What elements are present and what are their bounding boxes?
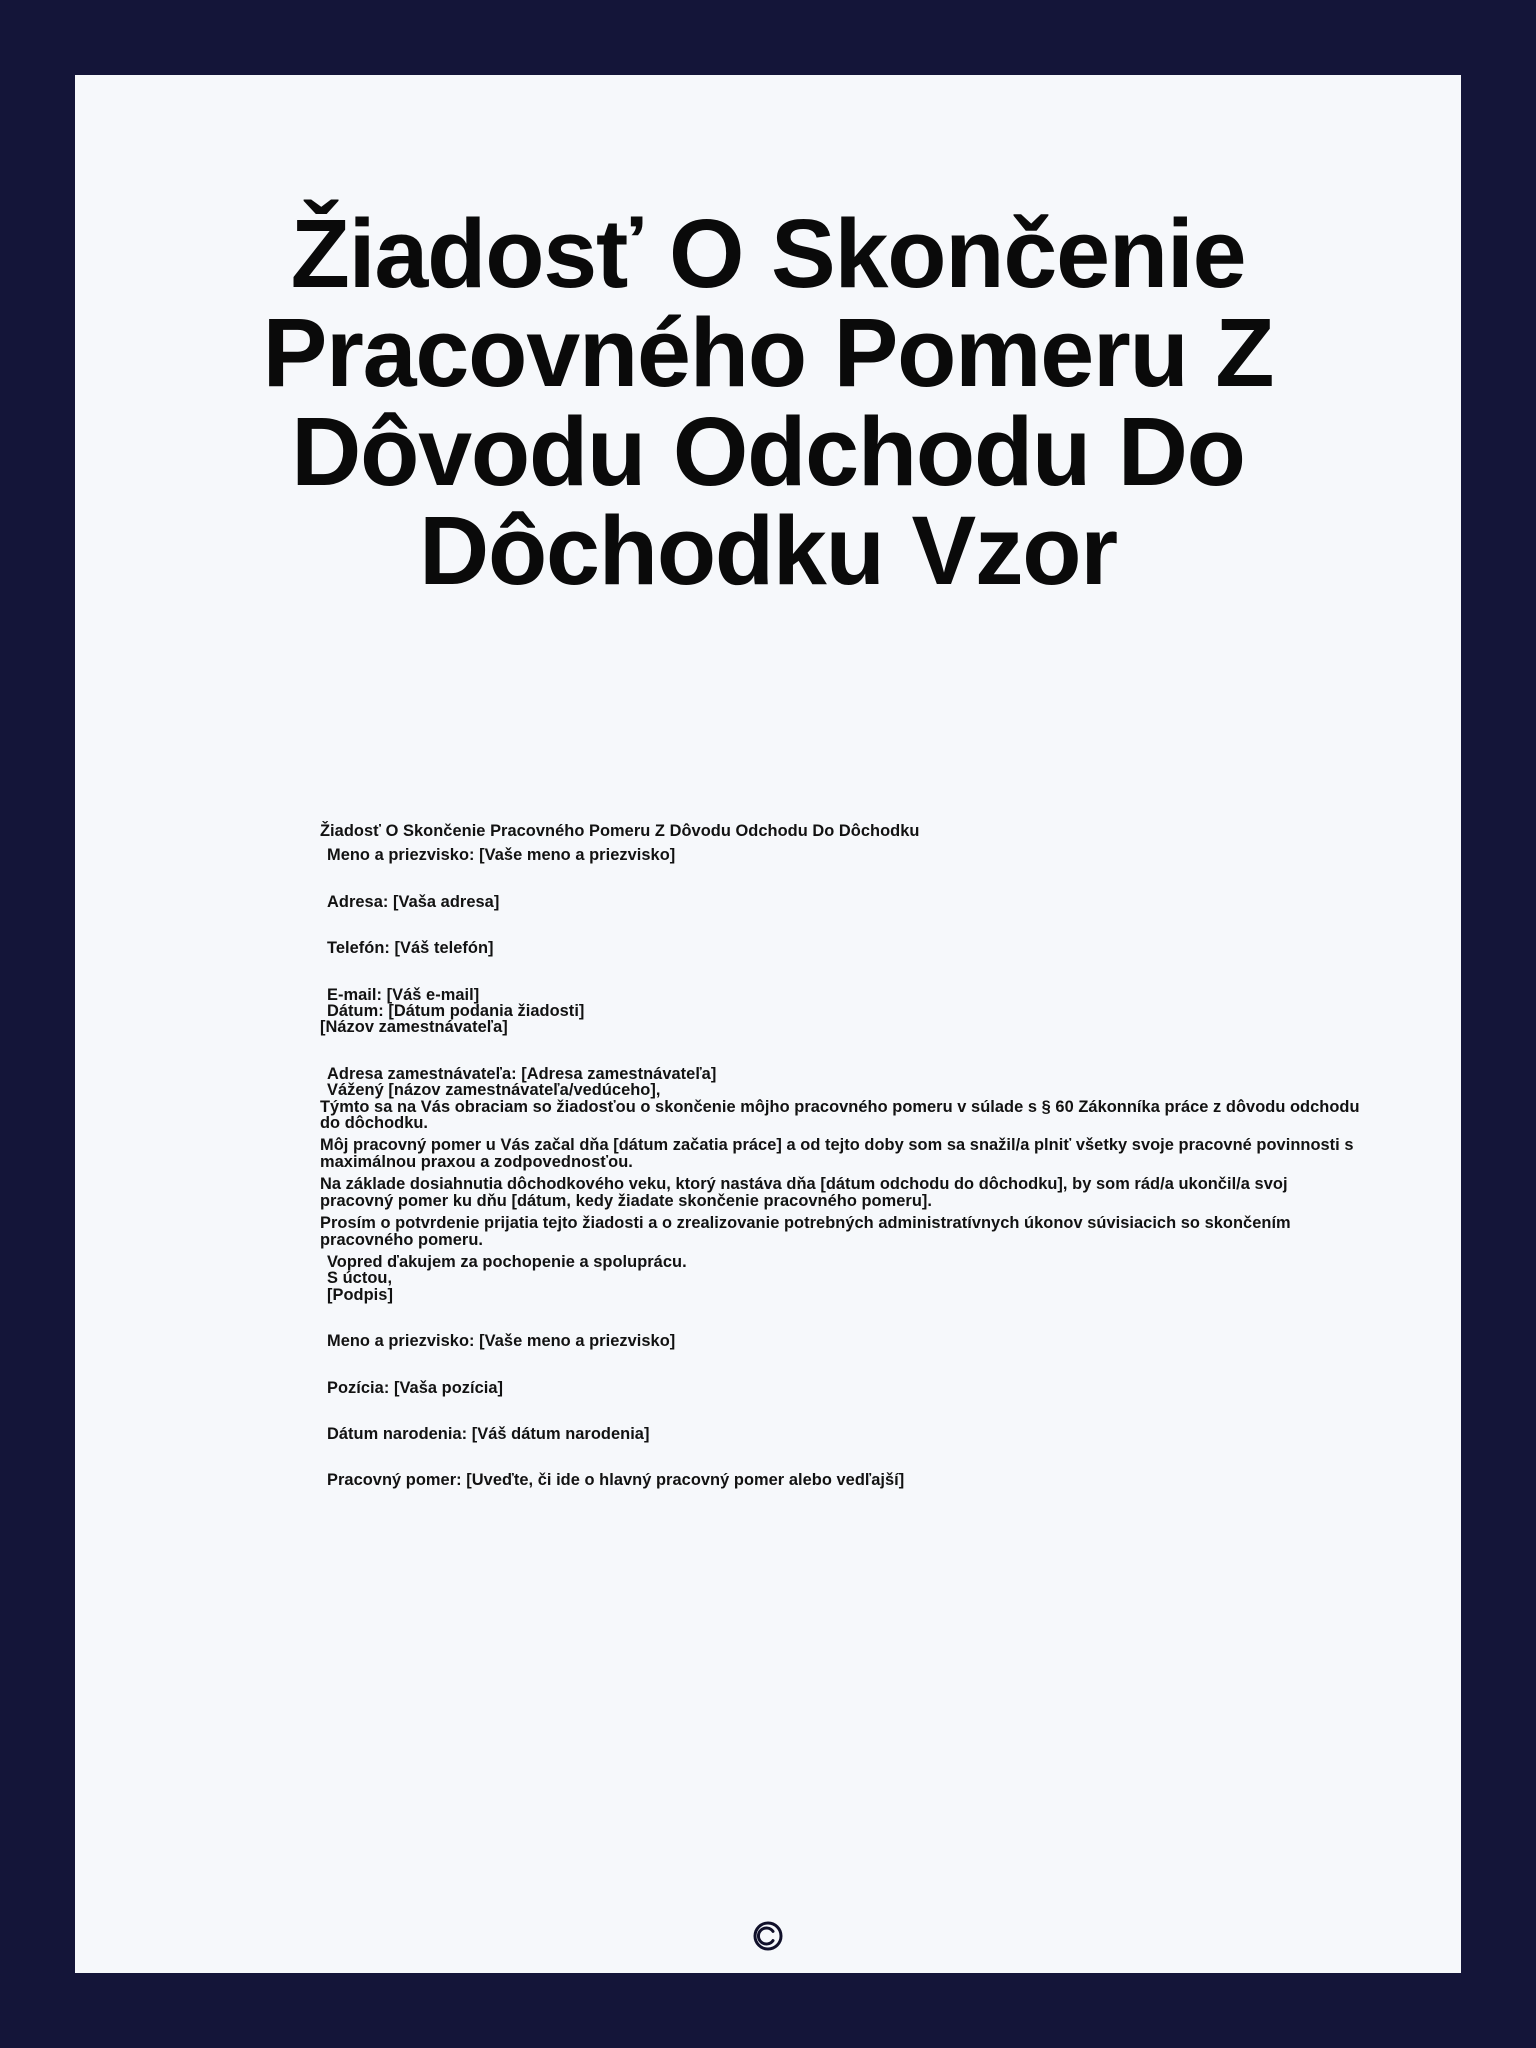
body-heading: Žiadosť O Skončenie Pracovného Pomeru Z Dôvodu Odchodu Do Dôchodku	[320, 822, 920, 840]
spacer	[320, 1396, 1360, 1426]
paragraph-confirmation-request: Prosím o potvrdenie prijatia tejto žiadosti a o zrealizovanie potrebných administratívnych úkonov súvisiacich so skončením pracovného pomeru.	[320, 1214, 1296, 1249]
document-body	[320, 822, 1365, 1490]
copyright-icon	[752, 1920, 784, 1952]
sender-name-line: Meno a priezvisko: [Vaše meno a priezvisko]	[327, 846, 676, 865]
footer	[75, 1920, 1461, 1952]
sender-address-line: Adresa: [Vaša adresa]	[327, 892, 500, 911]
details-employment-type-line: Pracovný pomer: [Uveďte, či ide o hlavný pracovný pomer alebo vedľajší]	[327, 1471, 905, 1490]
sender-phone-line: Telefón: [Váš telefón]	[327, 939, 494, 958]
details-position-line: Pozícia: [Vaša pozícia]	[327, 1378, 504, 1397]
details-birthdate-line: Dátum narodenia: [Váš dátum narodenia]	[327, 1424, 650, 1443]
spacer	[320, 864, 1360, 894]
closing-thanks-line: Vopred ďakujem za pochopenie a spoluprácu.	[327, 1252, 687, 1271]
closing-regards-line: S úctou,	[327, 1269, 393, 1288]
spacer	[320, 1303, 1360, 1333]
spacer	[320, 1036, 1360, 1066]
spacer	[320, 910, 1360, 940]
salutation-line: Vážený [názov zamestnávateľa/vedúceho],	[327, 1081, 661, 1100]
employer-name-line: [Názov zamestnávateľa]	[320, 1018, 508, 1037]
spacer	[320, 1350, 1360, 1380]
paragraph-retirement-date: Na základe dosiahnutia dôchodkového veku, ktorý nastáva dňa [dátum odchodu do dôchodku], by som rád/a ukončil/a svoj pracovný pomer ku dňu [dátum, kedy žiadate skončenie pracovného pomeru].	[320, 1175, 1293, 1210]
paragraph-service-history: Môj pracovný pomer u Vás začal dňa [dátum začatia práce] a od tejto doby som sa snažil/a plniť všetky svoje pracovné povinnosti s maximálnou praxou a zodpovednosťou.	[320, 1136, 1359, 1171]
document-page	[75, 75, 1461, 1973]
spacer	[320, 1442, 1360, 1472]
sender-date-line: Dátum: [Dátum podania žiadosti]	[327, 1002, 585, 1021]
spacer	[320, 957, 1360, 987]
sender-email-line: E-mail: [Váš e-mail]	[327, 985, 480, 1004]
signature-placeholder-line: [Podpis]	[327, 1285, 393, 1304]
paragraph-request: Týmto sa na Vás obraciam so žiadosťou o skončenie môjho pracovného pomeru v súlade s § 60 Zákonníka práce z dôvodu odchodu do dôchodku.	[320, 1097, 1365, 1133]
page-title: Žiadosť O Skončenie Pracovného Pomeru Z Dôvodu Odchodu Do Dôchodku Vzor	[262, 199, 1274, 605]
employer-address-line: Adresa zamestnávateľa: [Adresa zamestnávateľa]	[327, 1064, 717, 1083]
details-name-line: Meno a priezvisko: [Vaše meno a priezvisko]	[327, 1332, 676, 1351]
